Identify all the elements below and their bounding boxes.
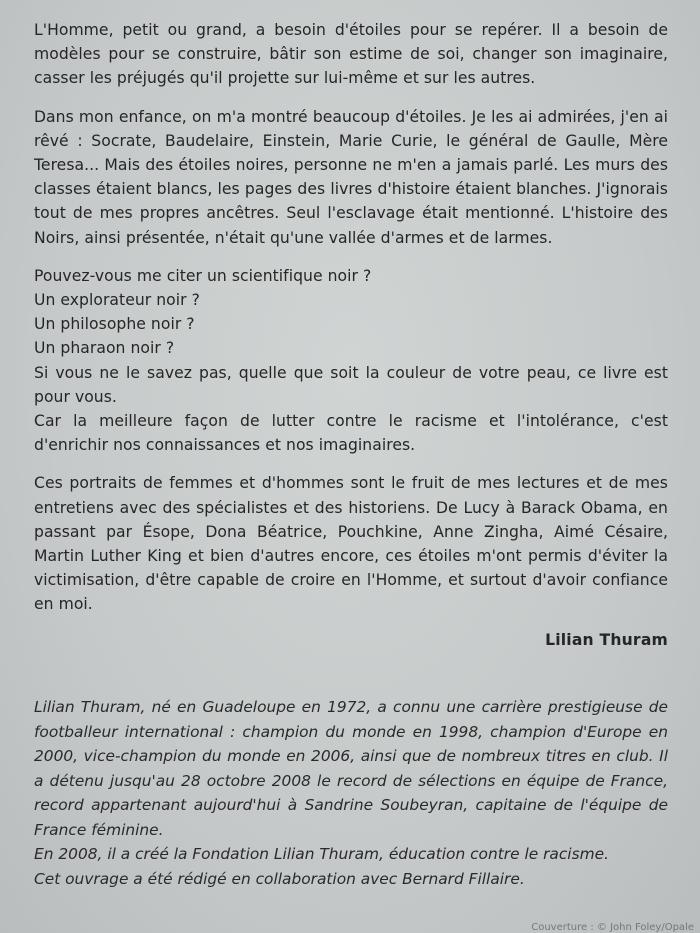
question-pharaoh: Un pharaon noir ? xyxy=(34,339,175,358)
intro-paragraph-2: Dans mon enfance, on m'a montré beaucoup d'étoiles. Je les ai admirées, j'en ai rêvé : Socrate, Baudelaire, Einstein, Marie Curie, le général de Gaulle, Mère Teresa... Mais des étoiles noires, personne ne m'en a jamais parlé. Les murs des classes étaient blancs, les pages des livres d'histoire étaient blanches. J'ignorais tout de mes propres ancêtres. Seul l'esclavage était mentionné. L'histoire des Noirs, ainsi présentée, n'était qu'une vallée d'armes et de larmes. xyxy=(34,107,668,247)
intro-paragraph-1: L'Homme, petit ou grand, a besoin d'étoiles pour se repérer. Il a besoin de modèles pour se construire, bâtir son estime de soi, changer son imaginaire, casser les préjugés qu'il projette sur lui-même et sur les autres. xyxy=(34,21,668,88)
portraits-paragraph: Ces portraits de femmes et d'hommes sont le fruit de mes lectures et de mes entretiens avec des spécialistes et des historiens. De Lucy à Barack Obama, en passant par Ésope, Dona Béatrice, Pouchkine, Anne Zingha, Aimé Césaire, Martin Luther King et bien d'autres encore, ces étoiles m'ont permis d'éviter la victimisation, d'être capable de croire en l'Homme, et surtout d'avoir confiance en moi. xyxy=(34,474,668,614)
statement-racism: Car la meilleure façon de lutter contre le racisme et l'intolérance, c'est d'enrichir nos connaissances et nos imaginaires. xyxy=(34,412,668,455)
question-scientist: Pouvez-vous me citer un scientifique noir ? xyxy=(34,266,372,285)
bio-foundation: En 2008, il a créé la Fondation Lilian Thuram, éducation contre le racisme. xyxy=(34,845,609,863)
questions-paragraph xyxy=(34,264,668,458)
statement-for-you: Si vous ne le savez pas, quelle que soit la couleur de votre peau, ce livre est pour vous. xyxy=(34,363,668,406)
bio-career: Lilian Thuram, né en Guadeloupe en 1972, a connu une carrière prestigieuse de footballeur international : champion du monde en 1998, champion d'Europe en 2000, vice-champion du monde en 2006, ainsi que de nombreux titres en club. Il a détenu jusqu'au 28 octobre 2008 le record de sélections en équipe de France, record appartenant aujourd'hui à Sandrine Soubeyran, capitaine de l'équipe de France féminine. xyxy=(34,698,668,839)
bio-collaboration: Cet ouvrage a été rédigé en collaboration avec Bernard Fillaire. xyxy=(34,869,525,888)
question-philosopher: Un philosophe noir ? xyxy=(34,315,195,334)
author-bio xyxy=(34,695,668,891)
cover-credit: Couverture : © John Foley/Opale xyxy=(531,922,694,933)
main-text xyxy=(34,18,668,649)
question-explorer: Un explorateur noir ? xyxy=(34,291,200,310)
author-signature: Lilian Thuram xyxy=(545,630,668,649)
